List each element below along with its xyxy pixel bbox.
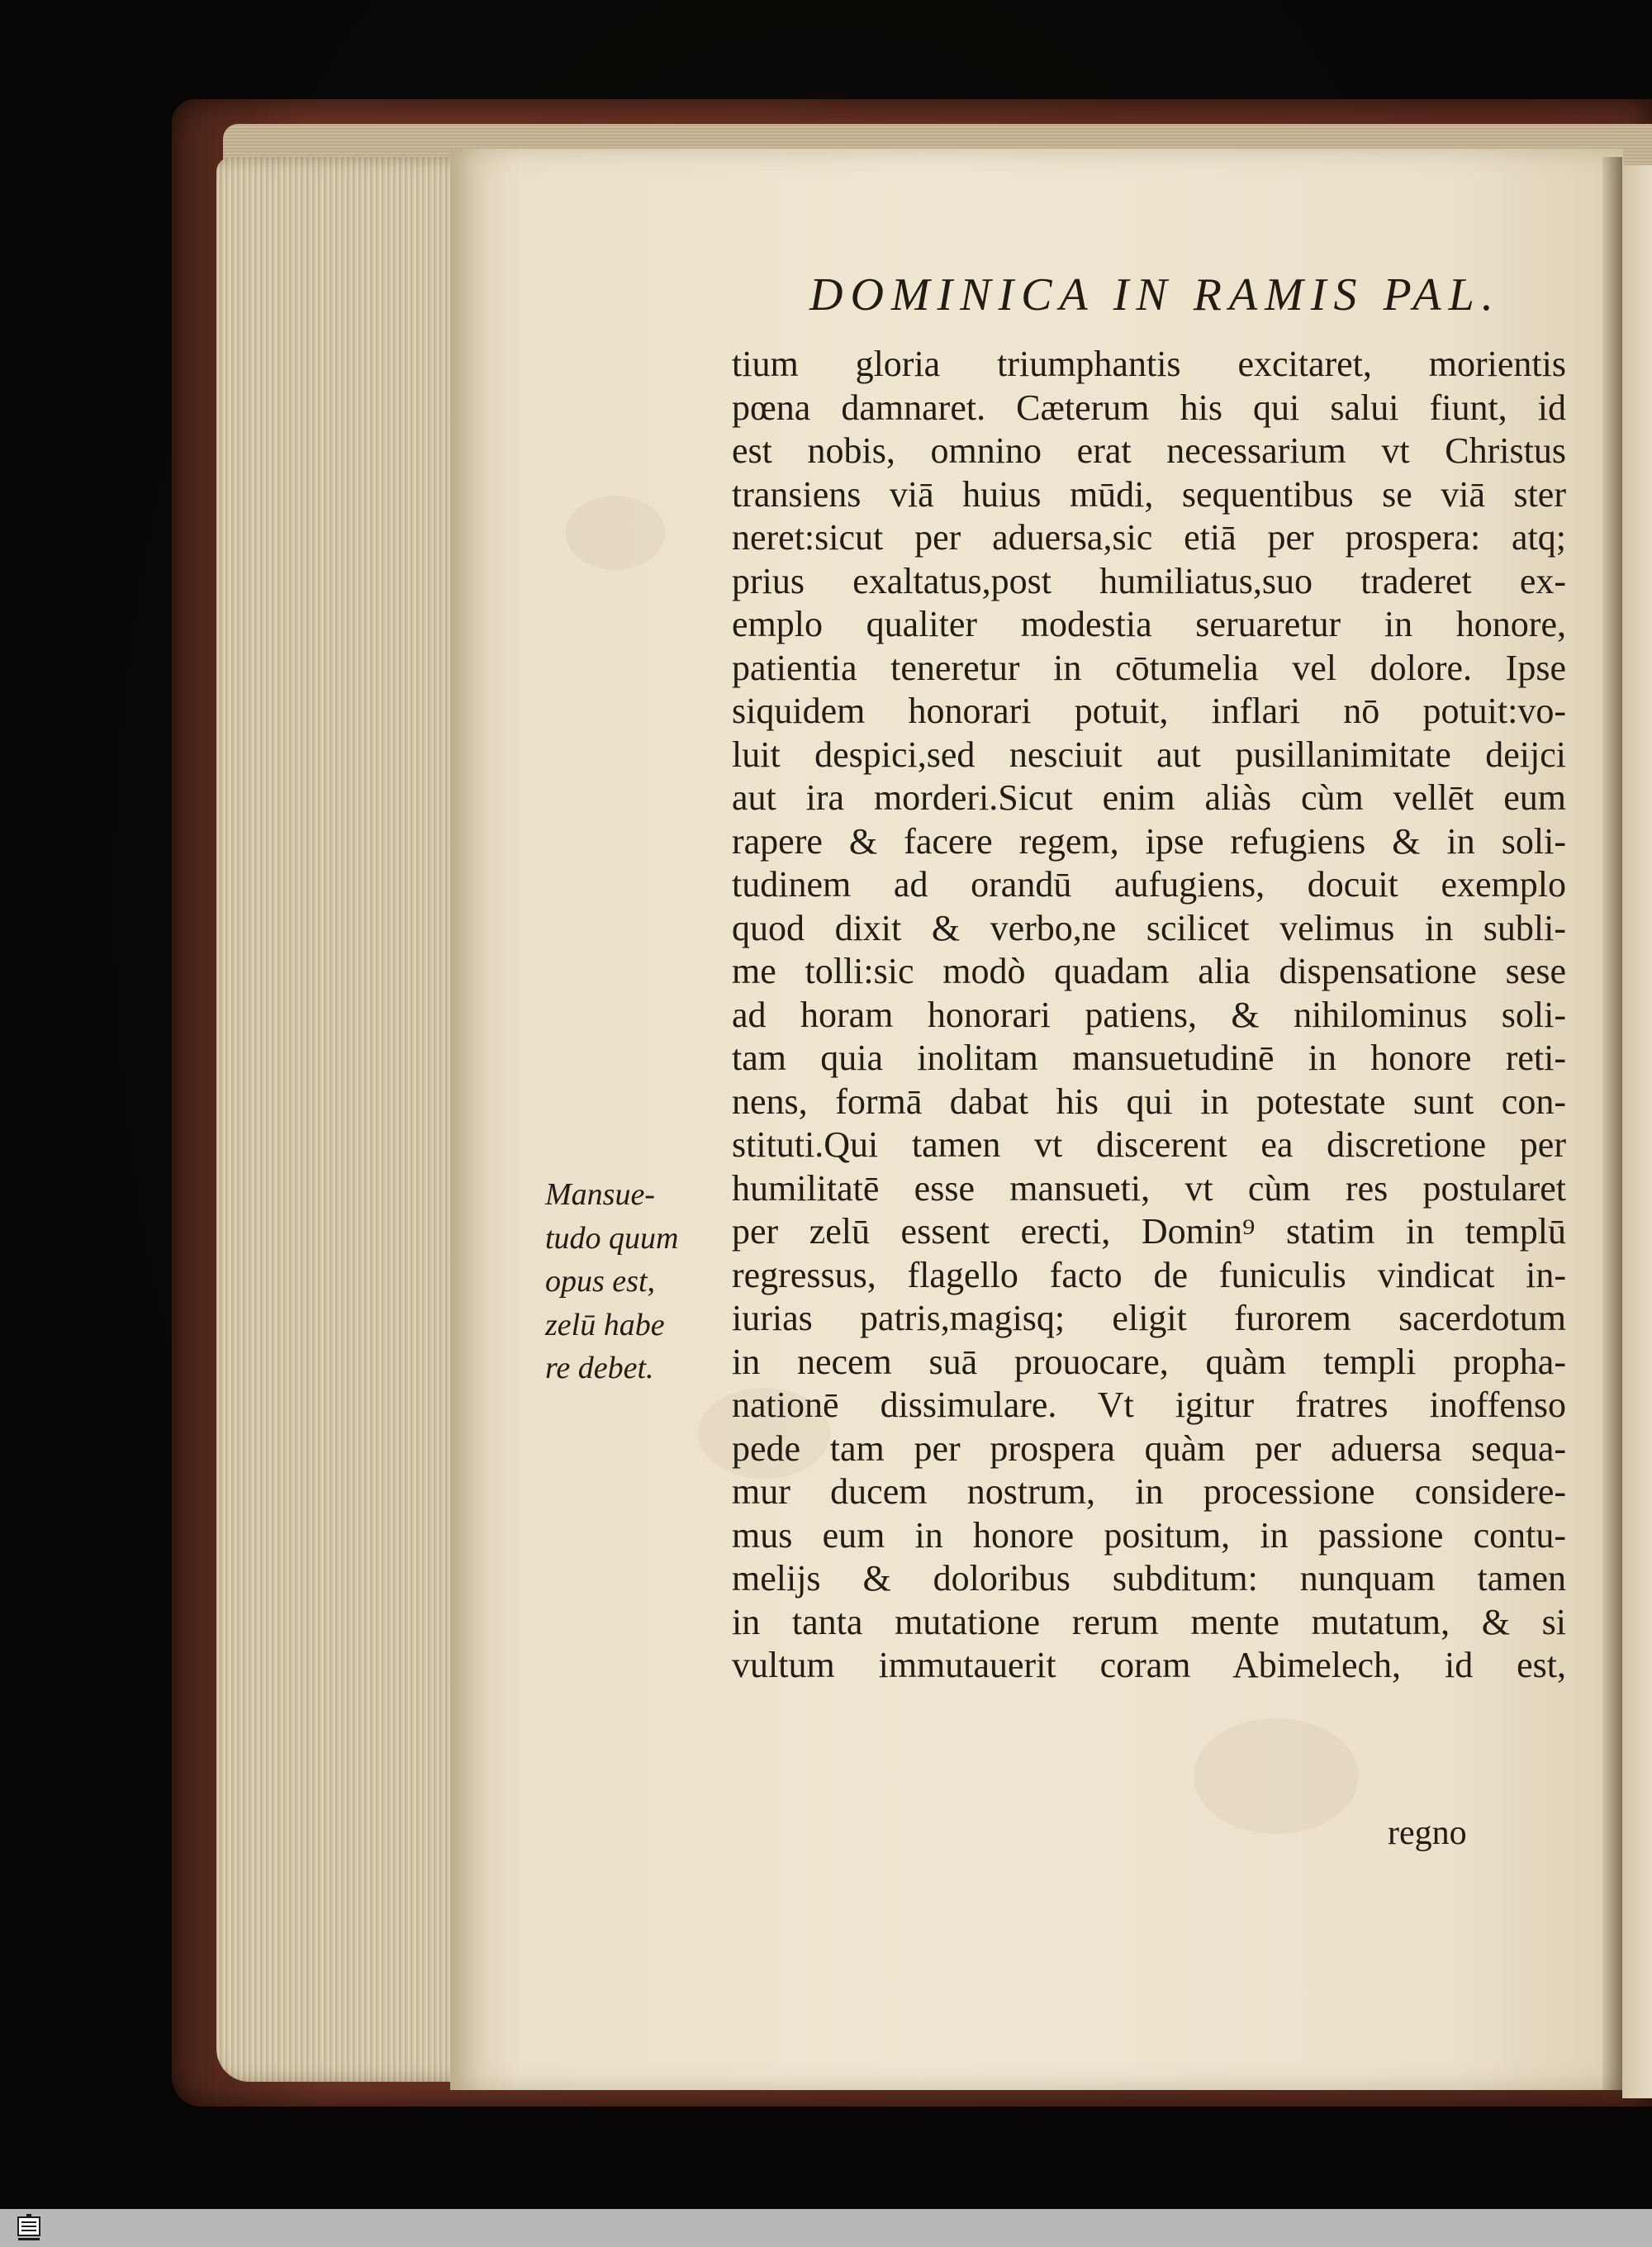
library-logo-icon — [15, 2212, 43, 2244]
facing-page-edge — [1622, 165, 1652, 2098]
text-line: neret:sicut per aduersa,sic etiā per prospera: atq; — [732, 517, 1566, 558]
text-line: regressus, flagello facto de funiculis vindicat in- — [732, 1254, 1566, 1295]
gutter-shadow — [1602, 157, 1622, 2098]
margin-note-line: zelū habe — [545, 1307, 665, 1342]
text-line: per zelū essent erecti, Domin⁹ statim in templū — [732, 1211, 1566, 1252]
marginal-note — [545, 1173, 727, 1390]
text-line: transiens viā huius mūdi, sequentibus se viā ster — [732, 473, 1566, 515]
text-line: pede tam per prospera quàm per aduersa sequa- — [732, 1428, 1566, 1469]
margin-note-line: Mansue- — [545, 1177, 655, 1212]
text-line: rapere & facere regem, ipse refugiens & in soli- — [732, 820, 1566, 862]
text-line: aut ira morderi.Sicut enim aliàs cùm vellēt eum — [732, 777, 1566, 818]
text-line: nens, formā dabat his qui in potestate sunt con- — [732, 1081, 1566, 1122]
text-line: luit despici,sed nesciuit aut pusillanimitate deijci — [732, 734, 1566, 775]
text-line: pœna damnaret. Cæterum his qui salui fiunt, id — [732, 387, 1566, 428]
text-line: emplo qualiter modestia seruaretur in honore, — [732, 604, 1566, 644]
text-line: siquidem honorari potuit, inflari nō potuit:vo- — [732, 691, 1566, 731]
paper-stain — [566, 496, 665, 570]
text-line: tium gloria triumphantis excitaret, morientis — [732, 344, 1566, 384]
text-line: in necem suā prouocare, quàm templi propha- — [732, 1341, 1566, 1382]
text-line: melijs & doloribus subditum: nunquam tamen — [732, 1558, 1566, 1599]
text-line: iurias patris,magisq; eligit furorem sacerdotum — [732, 1298, 1566, 1338]
text-line: humilitatē esse mansueti, vt cùm res postularet — [732, 1167, 1566, 1209]
text-line: tam quia inolitam mansuetudinē in honore reti- — [732, 1038, 1566, 1078]
text-line: patientia teneretur in cōtumelia vel dolore. Ipse — [732, 647, 1566, 688]
text-line: ad horam honorari patiens, & nihilominus soli- — [732, 994, 1566, 1035]
text-line: mur ducem nostrum, in processione considere- — [732, 1471, 1566, 1512]
text-line: prius exaltatus,post humiliatus,suo traderet ex- — [732, 560, 1566, 601]
paper-stain — [1194, 1718, 1359, 1834]
main-text-block — [732, 343, 1566, 1688]
text-line: stituti.Qui tamen vt discerent ea discretione per — [732, 1124, 1566, 1165]
text-line: est nobis, omnino erat necessarium vt Christus — [732, 430, 1566, 471]
text-line: me tolli:sic modò quadam alia dispensatione sese — [732, 951, 1566, 991]
page-stack-edges — [216, 157, 489, 2082]
text-line: tudinem ad orandū aufugiens, docuit exemplo — [732, 864, 1566, 905]
running-head: DOMINICA IN RAMIS PAL. — [809, 269, 1501, 321]
text-line: mus eum in honore positum, in passione contu- — [732, 1514, 1566, 1556]
text-line: quod dixit & verbo,ne scilicet velimus in subli- — [732, 907, 1566, 948]
viewer-footer-bar — [0, 2209, 1652, 2247]
margin-note-line: tudo quum — [545, 1220, 679, 1256]
text-line: nationē dissimulare. Vt igitur fratres inoffenso — [732, 1385, 1566, 1425]
margin-note-line: re debet. — [545, 1351, 654, 1385]
text-line: vultum immutauerit coram Abimelech, id est, — [732, 1645, 1566, 1685]
catchword: regno — [1388, 1814, 1467, 1852]
text-line: in tanta mutatione rerum mente mutatum, & si — [732, 1601, 1566, 1642]
margin-note-line: opus est, — [545, 1264, 655, 1299]
